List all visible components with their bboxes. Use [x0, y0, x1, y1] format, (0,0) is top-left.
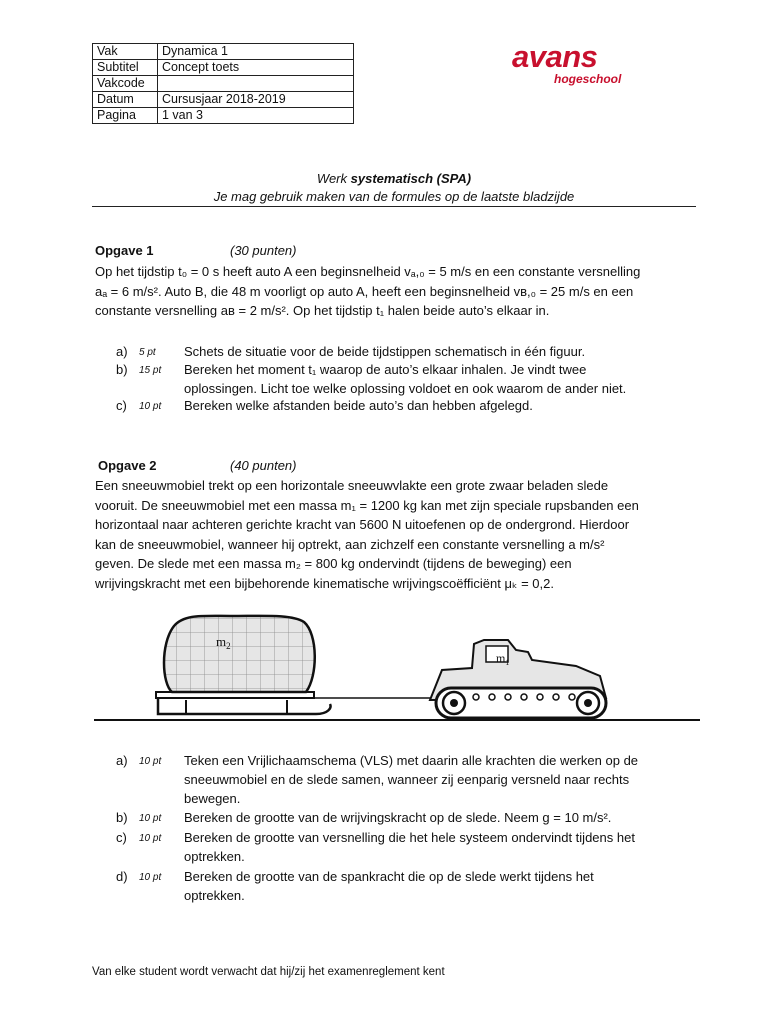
header-value: Cursusjaar 2018-2019 [158, 92, 354, 108]
opgave2-points: (40 punten) [230, 458, 297, 473]
text-line: geven. De slede met een massa m₂ = 800 kg ondervindt (tijdens de beweging) een [95, 556, 572, 571]
intro-bold: systematisch (SPA) [350, 171, 472, 186]
text-line: Bereken de grootte van versnelling die het hele systeem ondervindt tijdens het [184, 830, 635, 845]
text-line: vooruit. De sneeuwmobiel met een massa m₁ = 1200 kg kan met zijn speciale rupsbanden een [95, 497, 639, 513]
text-line: bewegen. [184, 791, 241, 806]
sled-mass-label: $m_2$ [216, 634, 231, 651]
header-key: Subtitel [93, 60, 158, 76]
snowmobile-mass-label: $m_1$ [496, 651, 510, 667]
opgave2-title: Opgave 2 [98, 458, 157, 473]
header-table [92, 43, 354, 124]
text-line: kan de sneeuwmobiel, wanneer hij optrekt, aan zichzelf een constante versnelling a m/s² [95, 536, 605, 552]
intro-line-1 [92, 170, 696, 188]
track-roller [473, 694, 479, 700]
header-key: Vakcode [93, 76, 158, 92]
question-points: 10 pt [139, 401, 162, 412]
text-line: Bereken welke afstanden beide auto’s dan hebben afgelegd. [184, 398, 533, 413]
opgave1-text [95, 262, 705, 321]
header-row [93, 92, 354, 108]
avans-logo [512, 40, 622, 90]
header-row [93, 60, 354, 76]
text-line: horizontaal naar achteren gerichte kracht van 5600 N uitoefenen op de ondergrond. Hierdoor [95, 517, 630, 532]
question-label: c) [116, 830, 127, 845]
header-value: Dynamica 1 [158, 44, 354, 60]
intro-prefix: Werk [316, 171, 351, 186]
question-points: 10 pt [139, 813, 162, 824]
question-text [184, 867, 684, 905]
text-line: Bereken het moment t₁ waarop de auto’s elkaar inhalen. Je vindt twee [184, 362, 587, 377]
question-points: 10 pt [139, 872, 162, 883]
question-label: b) [116, 362, 128, 377]
text-line: constante versnelling aʙ = 2 m/s². Op het tijdstip t₁ halen beide auto’s elkaar in. [95, 303, 550, 318]
text-line: Bereken de grootte van de wrijvingskracht op de slede. Neem g = 10 m/s². [184, 810, 612, 825]
question-text [184, 342, 684, 361]
header-key: Vak [93, 44, 158, 60]
track-roller [537, 694, 543, 700]
track-roller [569, 694, 575, 700]
logo-subtitle: hogeschool [554, 72, 622, 86]
header-value: 1 van 3 [158, 108, 354, 124]
question-text [184, 828, 684, 866]
opgave2-text [95, 476, 705, 593]
question-points: 5 pt [139, 347, 156, 358]
sled-cargo [164, 616, 315, 692]
question-text [184, 808, 684, 827]
track-hub [450, 699, 458, 707]
text-line: Een sneeuwmobiel trekt op een horizontale sneeuwvlakte een grote zwaar beladen slede [95, 478, 609, 493]
divider [92, 206, 696, 207]
logo-wordmark: avans [512, 39, 598, 74]
question-text [184, 396, 684, 415]
question-points: 10 pt [139, 833, 162, 844]
intro-line-2: Je mag gebruik maken van de formules op de laatste bladzijde [213, 189, 575, 204]
track-roller [521, 694, 527, 700]
question-text [184, 360, 684, 398]
text-line: sneeuwmobiel en de slede samen, wanneer zij eenparig versneld naar rechts [184, 772, 630, 787]
track-roller [489, 694, 495, 700]
text-line: wrijvingskracht met een bijbehorende kinematische wrijvingscoëfficiënt μₖ = 0,2. [95, 575, 554, 591]
opgave1-title: Opgave 1 [95, 243, 154, 258]
question-label: a) [116, 753, 128, 768]
question-label: b) [116, 810, 128, 825]
question-label: a) [116, 344, 128, 359]
text-line: Teken een Vrijlichaamschema (VLS) met daarin alle krachten die werken op de [184, 753, 639, 768]
opgave1-points: (30 punten) [230, 243, 297, 258]
header-value [158, 76, 354, 92]
text-line: Schets de situatie voor de beide tijdstippen schematisch in één figuur. [184, 344, 586, 359]
text-line: Bereken de grootte van de spankracht die op de slede werkt tijdens het [184, 869, 594, 884]
footer-note: Van elke student wordt verwacht dat hij/zij het examenreglement kent [92, 966, 445, 978]
track-roller [553, 694, 559, 700]
header-row [93, 108, 354, 124]
question-points: 15 pt [139, 365, 162, 376]
question-points: 10 pt [139, 756, 162, 767]
text-line: aₐ = 6 m/s². Auto B, die 48 m voorligt op auto A, heeft een beginsnelheid vʙ,₀ = 25 m/s en een [95, 283, 634, 299]
header-row [93, 76, 354, 92]
header-key: Datum [93, 92, 158, 108]
text-line: oplossingen. Licht toe welke oplossing voldoet en ook waarom de ander niet. [184, 381, 627, 396]
track-hub [584, 699, 592, 707]
sled-snowmobile-figure [92, 604, 702, 734]
text-line: optrekken. [184, 849, 245, 864]
header-row [93, 44, 354, 60]
header-value: Concept toets [158, 60, 354, 76]
text-line: Op het tijdstip t₀ = 0 s heeft auto A een beginsnelheid vₐ,₀ = 5 m/s en een constante versnelling [95, 264, 641, 279]
track-roller [505, 694, 511, 700]
question-text [184, 751, 684, 808]
question-label: c) [116, 398, 127, 413]
question-label: d) [116, 869, 128, 884]
header-key: Pagina [93, 108, 158, 124]
text-line: optrekken. [184, 888, 245, 903]
